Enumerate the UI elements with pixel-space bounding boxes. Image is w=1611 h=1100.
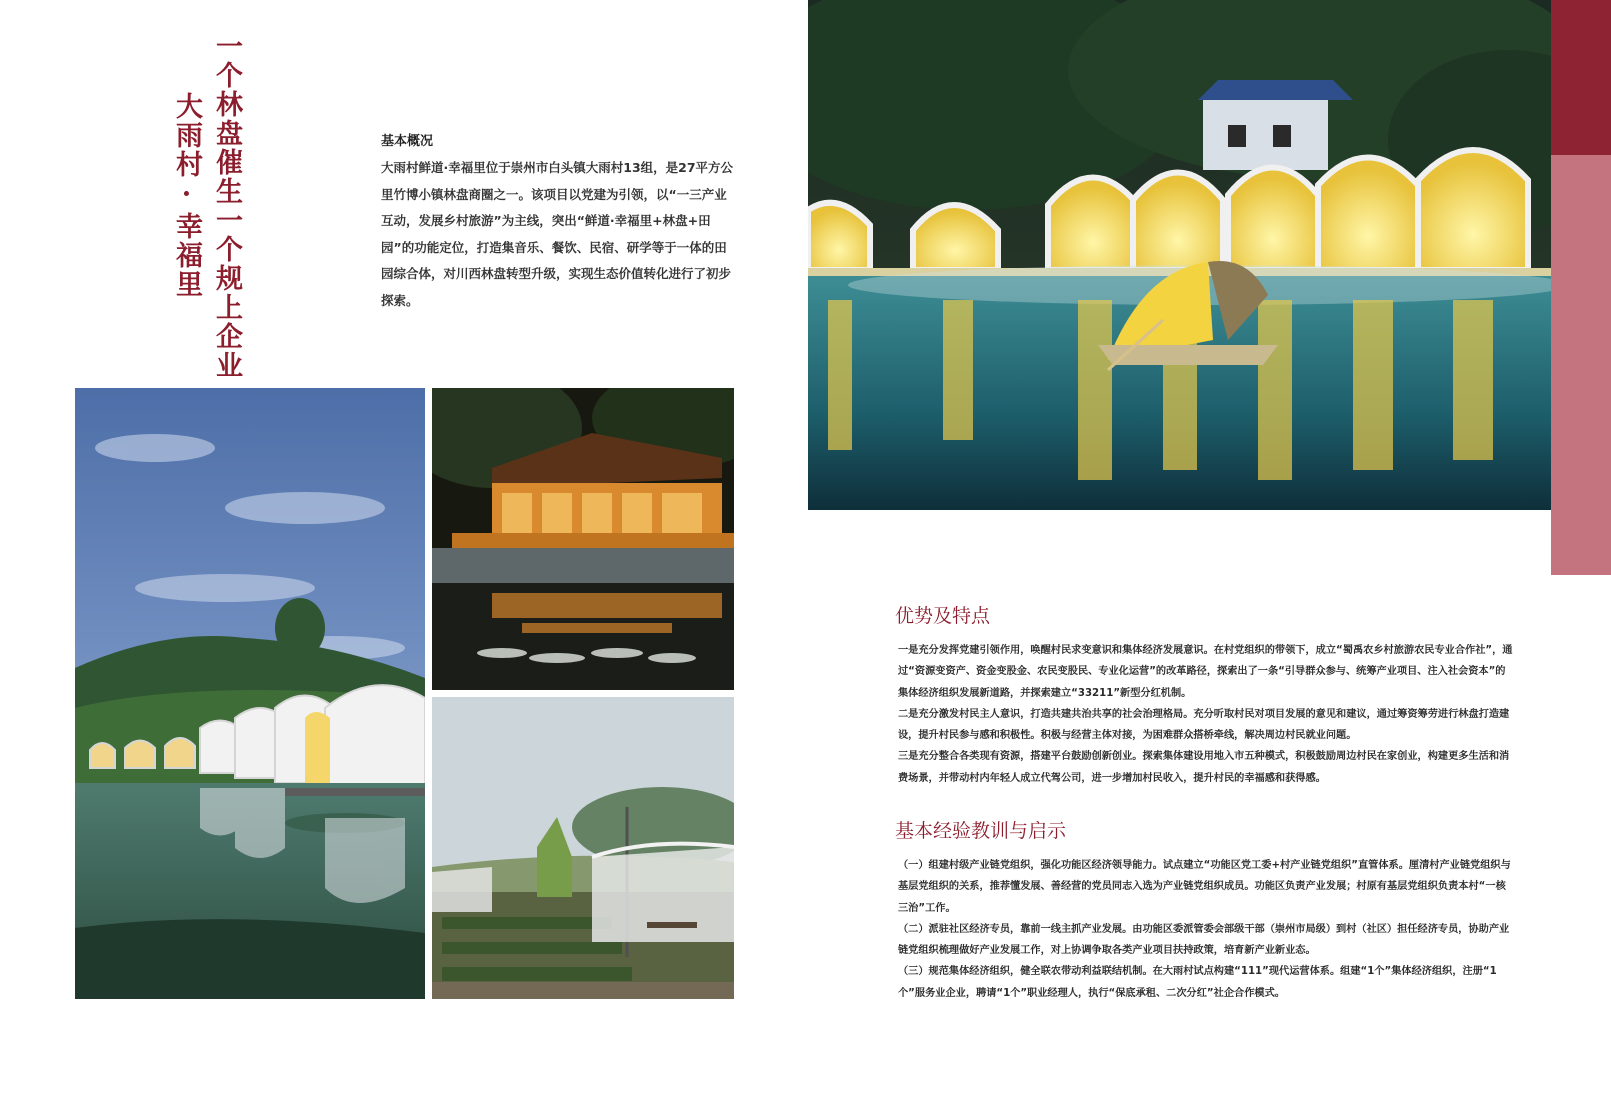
accent-bar-light (1551, 155, 1611, 575)
advantages-paragraph-2: 二是充分激发村民主人意识，打造共建共治共享的社会治理格局。充分听取村民对项目发展的意见和建议，通过筹资筹劳进行林盘打造建设，提升村民参与感和积极性。积极与经营主体对接，为困难群众搭桥牵线，解决周边村民就业问题。 (898, 708, 1510, 742)
advantages-paragraph-1: 一是充分发挥党建引领作用，唤醒村民求变意识和集体经济发展意识。在村党组织的带领下，成立“蜀禹农乡村旅游农民专业合作社”，通过“资源变资产、资金变股金、农民变股民、专业化运营”的改革路径，探索出了一条“引导群众参与、统筹产业项目、注入社会资本”的集体经济组织发展新道路，并探索建立“33211”新型分红机制。 (898, 645, 1513, 699)
overview-body: 大雨村鲜道·幸福里位于崇州市白头镇大雨村13组，是27平方公里竹博小镇林盘商圈之一。该项目以党建为引领，以“一三产业互动，发展乡村旅游”为主线，突出“鲜道·幸福里+林盘+田园”的功能定位，打造集音乐、餐饮、民宿、研学等于一体的田园综合体，对川西林盘转型升级，实现生态价值转化进行了初步探索。 (381, 160, 734, 308)
lessons-paragraph-3: （三）规范集体经济组织，健全联农带动利益联结机制。在大雨村试点构建“111”现代运营体系。组建“1个”集体经济组织，注册“1个”服务业企业，聘请“1个”职业经理人，执行“保底承租、二次分红”社企合作模式。 (898, 966, 1497, 999)
page-title: 一个林盘催生一个规上企业 (211, 32, 242, 380)
lessons-paragraph-2: （二）派驻社区经济专员，靠前一线主抓产业发展。由功能区委派管委会部级干部（崇州市局级）到村（社区）担任经济专员，协助产业链党组织梳理做好产业发展工作，对上协调争取各类产业项目扶持政策，培育新产业新业态。 (898, 923, 1510, 957)
page-subtitle: 大雨村·幸福里 (171, 92, 202, 299)
lessons-heading: 基本经验教训与启示 (895, 820, 1067, 842)
overview-heading: 基本概况 (381, 134, 434, 149)
advantages-section (895, 601, 1513, 789)
accent-bar-dark (1551, 0, 1611, 155)
advantages-heading: 优势及特点 (895, 605, 991, 627)
lessons-section (895, 816, 1513, 1004)
photo-garden-glasshouse (432, 697, 734, 999)
photo-lakeside-tents-dusk (75, 388, 425, 999)
advantages-paragraph-3: 三是充分整合各类现有资源，搭建平台鼓励创新创业。探索集体建设用地入市五种模式，积极鼓励周边村民在家创业，构建更多生活和消费场景，并带动村内年轻人成立代驾公司，进一步增加村民收入，提升村民的幸福感和获得感。 (898, 751, 1510, 784)
lessons-paragraph-1: （一）组建村级产业链党组织，强化功能区经济领导能力。试点建立“功能区党工委+村产业链党组织”直管体系。厘清村产业链党组织与基层党组织的关系，推荐懂发展、善经营的党员同志入选为产业链党组织成员。功能区负责产业发展；村原有基层党组织负责本村“一核三治”工作。 (898, 860, 1511, 914)
overview-section (381, 130, 736, 314)
photo-restaurant-pavilion-night (432, 388, 734, 690)
photo-night-lake-tents (808, 0, 1551, 510)
